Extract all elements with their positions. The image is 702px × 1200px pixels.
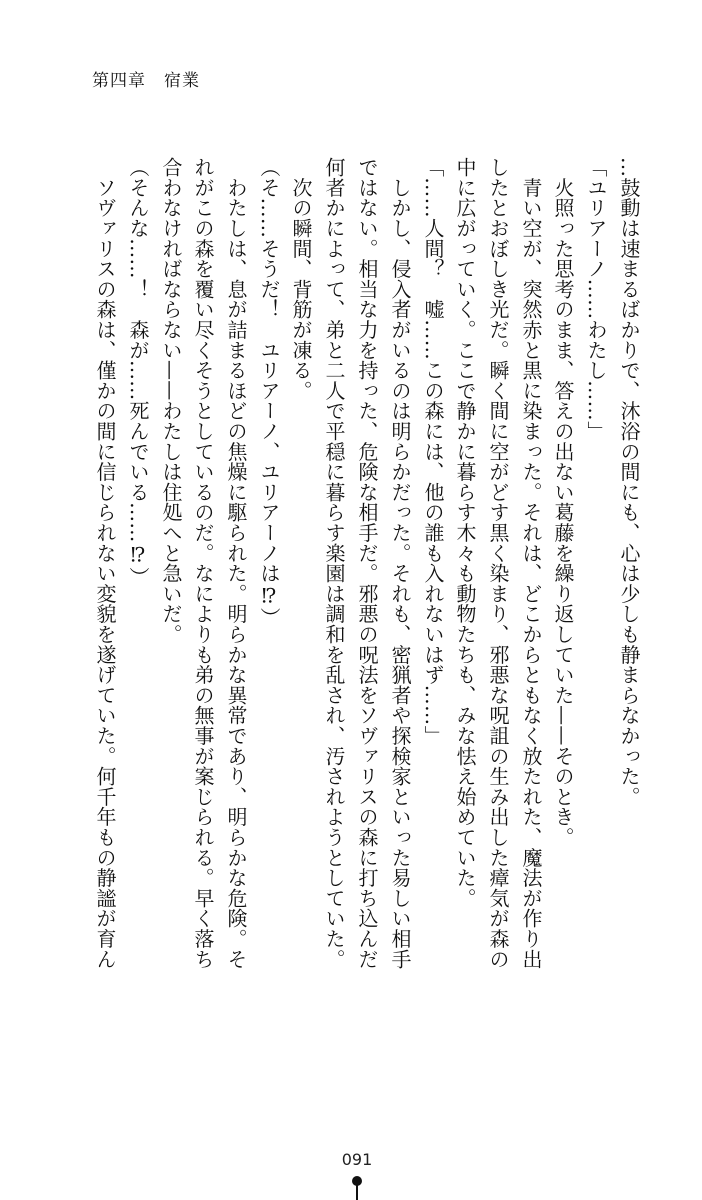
text-line: わたしは、息が詰まるほどの焦燥に駆られた。明らかな異常であり、明らかな危険。そ bbox=[224, 157, 248, 969]
page-number: 091 bbox=[341, 1150, 373, 1169]
text-line: 次の瞬間、背筋が凍る。 bbox=[289, 157, 313, 401]
text-line: ではない。相当な力を持った、危険な相手だ。邪悪の呪法をソヴァリスの森に打ち込んだ bbox=[355, 157, 379, 969]
chapter-header: 第四章 宿業 bbox=[92, 71, 200, 91]
text-line: 「……人間？ 嘘……この森には、他の誰も入れないはず……」 bbox=[421, 157, 445, 746]
text-line: しかし、侵入者がいるのは明らかだった。それも、密猟者や探検家といった易しい相手 bbox=[388, 157, 412, 969]
text-line: 合わなければならない——わたしは住処へと急いだ。 bbox=[159, 157, 183, 645]
text-line: 青い空が、突然赤と黒に染まった。それは、どこからともなく放たれた、魔法が作り出 bbox=[519, 157, 543, 969]
page-marker-line bbox=[356, 1184, 358, 1200]
text-line: 中に広がっていく。ここで静かに暮らす木々も動物たちも、みな怯え始めていた。 bbox=[453, 157, 477, 909]
text-line: ソヴァリスの森は、僅かの間に信じられない変貌を遂げていた。何千年もの静謐が育ん bbox=[93, 157, 117, 969]
text-line: 火照った思考のまま、答えの出ない葛藤を繰り返していた——そのとき。 bbox=[551, 157, 575, 848]
text-line: したとおぼしき光だ。瞬く間に空がどす黒く染まり、邪悪な呪詛の生み出した瘴気が森の bbox=[486, 157, 510, 969]
text-line: 「ユリアーノ……わたし……」 bbox=[584, 157, 608, 442]
text-line: （そ……そうだ！ ユリアーノ、ユリアーノは⁉） bbox=[257, 157, 281, 628]
text-line: れがこの森を覆い尽くそうとしているのだ。なによりも弟の無事が案じられる。早く落ち bbox=[191, 157, 215, 969]
text-line: 何者かによって、弟と二人で平穏に暮らす楽園は調和を乱され、汚されようとしていた。 bbox=[322, 157, 346, 969]
text-line: （そんな……！ 森が……死んでいる……⁉） bbox=[126, 157, 150, 588]
text-line: …鼓動は速まるばかりで、沐浴の間にも、心は少しも静まらなかった。 bbox=[617, 157, 641, 807]
